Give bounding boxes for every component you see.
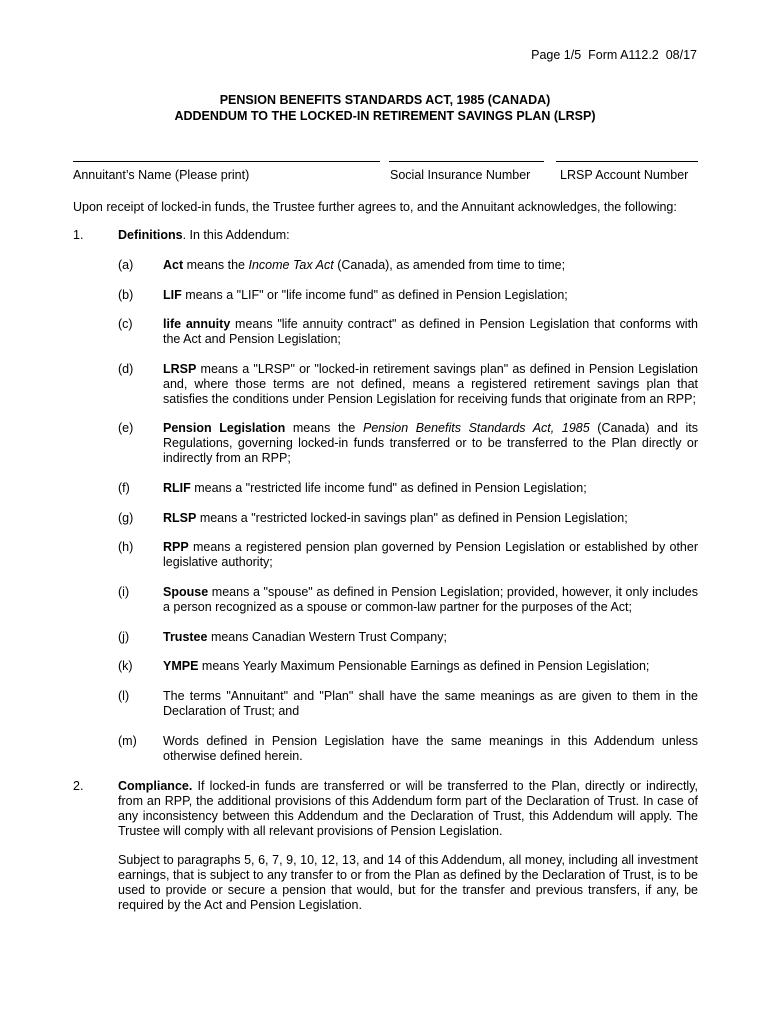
- page-header: [531, 48, 697, 62]
- definition-letter: (g): [118, 511, 134, 525]
- definition-text: Words defined in Pension Legislation have the same meanings in this Addendum unless otherwise defined herein.: [163, 734, 698, 763]
- annuitant-name-label: Annuitant’s Name (Please print): [73, 168, 250, 182]
- document-subtitle: ADDENDUM TO THE LOCKED-IN RETIREMENT SAVINGS PLAN (LRSP): [174, 109, 596, 123]
- annuitant-name-line[interactable]: [73, 161, 380, 162]
- definition-letter: (b): [118, 288, 134, 302]
- definition-text: means Yearly Maximum Pensionable Earnings as defined in Pension Legislation;: [198, 659, 650, 673]
- intro-paragraph: Upon receipt of locked-in funds, the Trustee further agrees to, and the Annuitant acknowledges, the following:: [73, 200, 677, 214]
- definition-term: life annuity: [163, 317, 231, 331]
- section-2-number: 2.: [73, 779, 84, 793]
- form-date: 08/17: [665, 48, 697, 62]
- page-number: Page 1/5: [531, 48, 582, 62]
- account-number-line[interactable]: [556, 161, 698, 162]
- definition-letter: (e): [118, 421, 134, 435]
- definition-text: means Canadian Western Trust Company;: [207, 630, 447, 644]
- definition-term: RLSP: [163, 511, 197, 525]
- section-1-number: 1.: [73, 228, 84, 242]
- definition-text: means a "LIF" or "life income fund" as defined in Pension Legislation;: [181, 288, 568, 302]
- definition-italic: Income Tax Act: [248, 258, 334, 272]
- sin-label: Social Insurance Number: [390, 168, 531, 182]
- form-number: Form A112.2: [588, 48, 659, 62]
- definition-letter: (h): [118, 540, 134, 554]
- sin-line[interactable]: [389, 161, 544, 162]
- section-2-paragraph: [118, 779, 698, 839]
- definition-text: (Canada) and its Regulations, governing locked-in funds transferred or to be transferred to the Plan directly or indirectly from an RPP;: [163, 421, 699, 465]
- definition-term: YMPE: [163, 659, 199, 673]
- definition-letter: (j): [118, 630, 130, 644]
- definition-letter: (i): [118, 585, 130, 599]
- definition-letter: (m): [118, 734, 137, 748]
- definition-text: means "life annuity contract" as defined in Pension Legislation that conforms with the Act and Pension Legislation;: [163, 317, 698, 346]
- section-2-paragraph-2: Subject to paragraphs 5, 6, 7, 9, 10, 12, 13, and 14 of this Addendum, all money, including all investment earnings, that is subject to any transfer to or from the Plan as defined by the Declaration of Trust, is to be used to provide or secure a pension that would, but for the transfer and previous transfers, if any, be required by the Act and Pension Legislation.: [118, 853, 698, 912]
- definition-text: (Canada), as amended from time to time;: [333, 258, 566, 272]
- definition-term: Trustee: [163, 630, 208, 644]
- definitions-heading: Definitions: [118, 228, 183, 242]
- account-number-label: LRSP Account Number: [560, 168, 689, 182]
- definition-term: Spouse: [163, 585, 209, 599]
- definition-text: means a registered pension plan governed by Pension Legislation or established by other legislative authority;: [163, 540, 698, 569]
- definition-term: RPP: [163, 540, 189, 554]
- definition-term: LRSP: [163, 362, 197, 376]
- definition-text: The terms "Annuitant" and "Plan" shall have the same meanings as are given to them in the Declaration of Trust; and: [163, 689, 698, 718]
- definition-text: means a "spouse" as defined in Pension Legislation; provided, however, it only includes a person recognized as a spouse or common-law partner for the purposes of the Act;: [163, 585, 698, 614]
- definition-text: means the: [285, 421, 363, 435]
- compliance-text: If locked-in funds are transferred or will be transferred to the Plan, directly or indirectly, from an RPP, the additional provisions of this Addendum form part of the Declaration of Trust. In case of any inconsistency between this Addendum and the Declaration of Trust, this Addendum will apply. The Trustee will comply with all relevant provisions of Pension Legislation.: [118, 779, 698, 838]
- definition-letter: (k): [118, 659, 133, 673]
- definition-term: RLIF: [163, 481, 191, 495]
- definition-text: means the: [183, 258, 249, 272]
- definition-text: means a "restricted life income fund" as defined in Pension Legislation;: [190, 481, 587, 495]
- definition-letter: (d): [118, 362, 134, 376]
- definition-term: Pension Legislation: [163, 421, 286, 435]
- definition-letter: (f): [118, 481, 130, 495]
- definition-letter: (l): [118, 689, 130, 703]
- definition-term: LIF: [163, 288, 182, 302]
- section-1-heading: [118, 228, 698, 243]
- definition-italic: Pension Benefits Standards Act, 1985: [363, 421, 590, 435]
- definitions-tail: . In this Addendum:: [182, 228, 290, 242]
- definition-letter: (a): [118, 258, 134, 272]
- definition-term: Act: [163, 258, 184, 272]
- definition-text: means a "LRSP" or "locked-in retirement savings plan" as defined in Pension Legislation and, where those terms are not defined, means a registered retirement savings plan that satisfies the conditions under Pension Legislation for receiving funds that originate from an RPP;: [163, 362, 698, 406]
- compliance-heading: Compliance.: [118, 779, 193, 793]
- document-title: PENSION BENEFITS STANDARDS ACT, 1985 (CANADA): [219, 93, 551, 107]
- definition-text: means a "restricted locked-in savings plan" as defined in Pension Legislation;: [196, 511, 628, 525]
- definition-letter: (c): [118, 317, 133, 331]
